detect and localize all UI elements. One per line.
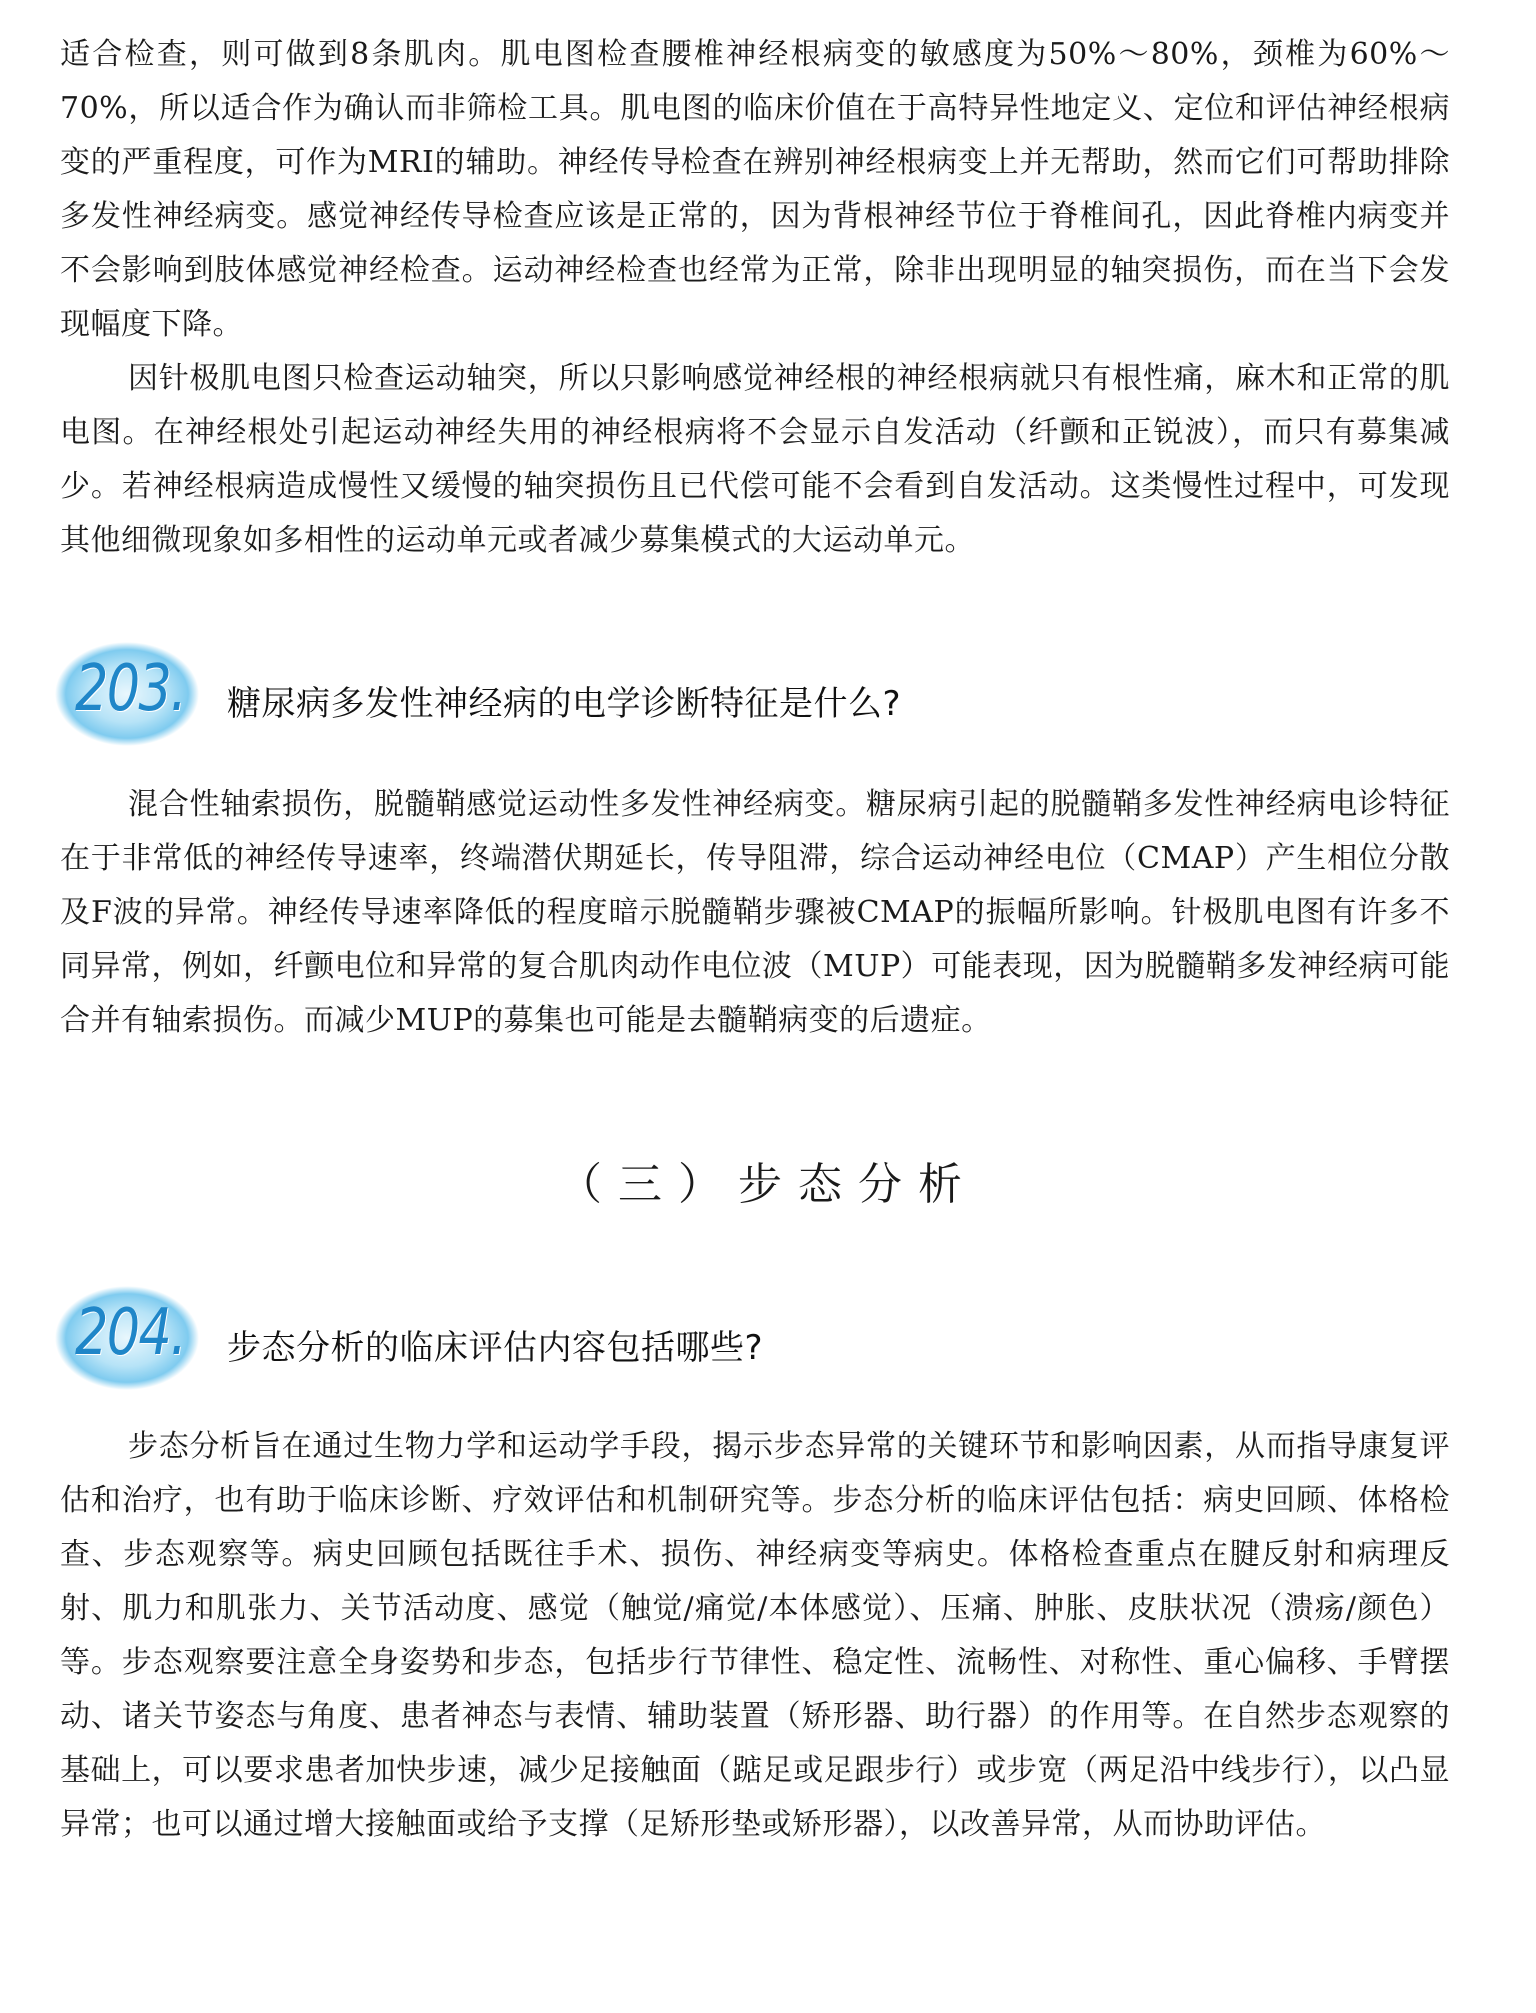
question-number-badge: [55, 638, 205, 748]
question-number: 204.: [75, 1296, 186, 1370]
question-title: 糖尿病多发性神经病的电学诊断特征是什么?: [227, 684, 902, 724]
paragraph-emg-radiculopathy: 适合检查，则可做到8条肌肉。肌电图检查腰椎神经根病变的敏感度为50%～80%，颈椎为60%～70%，所以适合作为确认而非筛检工具。肌电图的临床价值在于高特异性地定义、定位和评估神经根病变的严重程度，可作为MRI的辅助。神经传导检查在辨别神经根病变上并无帮助，然而它们可帮助排除多发性神经病变。感觉神经传导检查应该是正常的，因为背根神经节位于脊椎间孔，因此脊椎内病变并不会影响到肢体感觉神经检查。运动神经检查也经常为正常，除非出现明显的轴突损伤，而在当下会发现幅度下降。: [60, 37, 1450, 342]
section-title: （三）步态分析: [558, 1159, 978, 1210]
paragraph-needle-emg: 因针极肌电图只检查运动轴突，所以只影响感觉神经根的神经根病就只有根性痛，麻木和正常的肌电图。在神经根处引起运动神经失用的神经根病将不会显示自发活动（纤颤和正锐波），而只有募集减少。若神经根病造成慢性又缓慢的轴突损伤且已代偿可能不会看到自发活动。这类慢性过程中，可发现其他细微现象如多相性的运动单元或者减少募集模式的大运动单元。: [60, 361, 1450, 558]
question-203-header: [55, 638, 1455, 748]
question-204-header: [55, 1282, 1455, 1392]
question-number-badge: [55, 1282, 205, 1392]
paragraph-diabetic-neuropathy: 混合性轴索损伤，脱髓鞘感觉运动性多发性神经病变。糖尿病引起的脱髓鞘多发性神经病电诊特征在于非常低的神经传导速率，终端潜伏期延长，传导阻滞，综合运动神经电位（CMAP）产生相位分散及F波的异常。神经传导速率降低的程度暗示脱髓鞘步骤被CMAP的振幅所影响。针极肌电图有许多不同异常，例如，纤颤电位和异常的复合肌肉动作电位波（MUP）可能表现，因为脱髓鞘多发神经病可能合并有轴索损伤。而减少MUP的募集也可能是去髓鞘病变的后遗症。: [60, 787, 1450, 1038]
question-title: 步态分析的临床评估内容包括哪些?: [227, 1328, 764, 1368]
question-number: 203.: [75, 652, 186, 726]
paragraph-gait-analysis: 步态分析旨在通过生物力学和运动学手段，揭示步态异常的关键环节和影响因素，从而指导康复评估和治疗，也有助于临床诊断、疗效评估和机制研究等。步态分析的临床评估包括：病史回顾、体格检查、步态观察等。病史回顾包括既往手术、损伤、神经病变等病史。体格检查重点在腱反射和病理反射、肌力和肌张力、关节活动度、感觉（触觉/痛觉/本体感觉）、压痛、肿胀、皮肤状况（溃疡/颜色）等。步态观察要注意全身姿势和步态，包括步行节律性、稳定性、流畅性、对称性、重心偏移、手臂摆动、诸关节姿态与角度、患者神态与表情、辅助装置（矫形器、助行器）的作用等。在自然步态观察的基础上，可以要求患者加快步速，减少足接触面（踮足或足跟步行）或步宽（两足沿中线步行），以凸显异常；也可以通过增大接触面或给予支撑（足矫形垫或矫形器），以改善异常，从而协助评估。: [60, 1429, 1450, 1842]
